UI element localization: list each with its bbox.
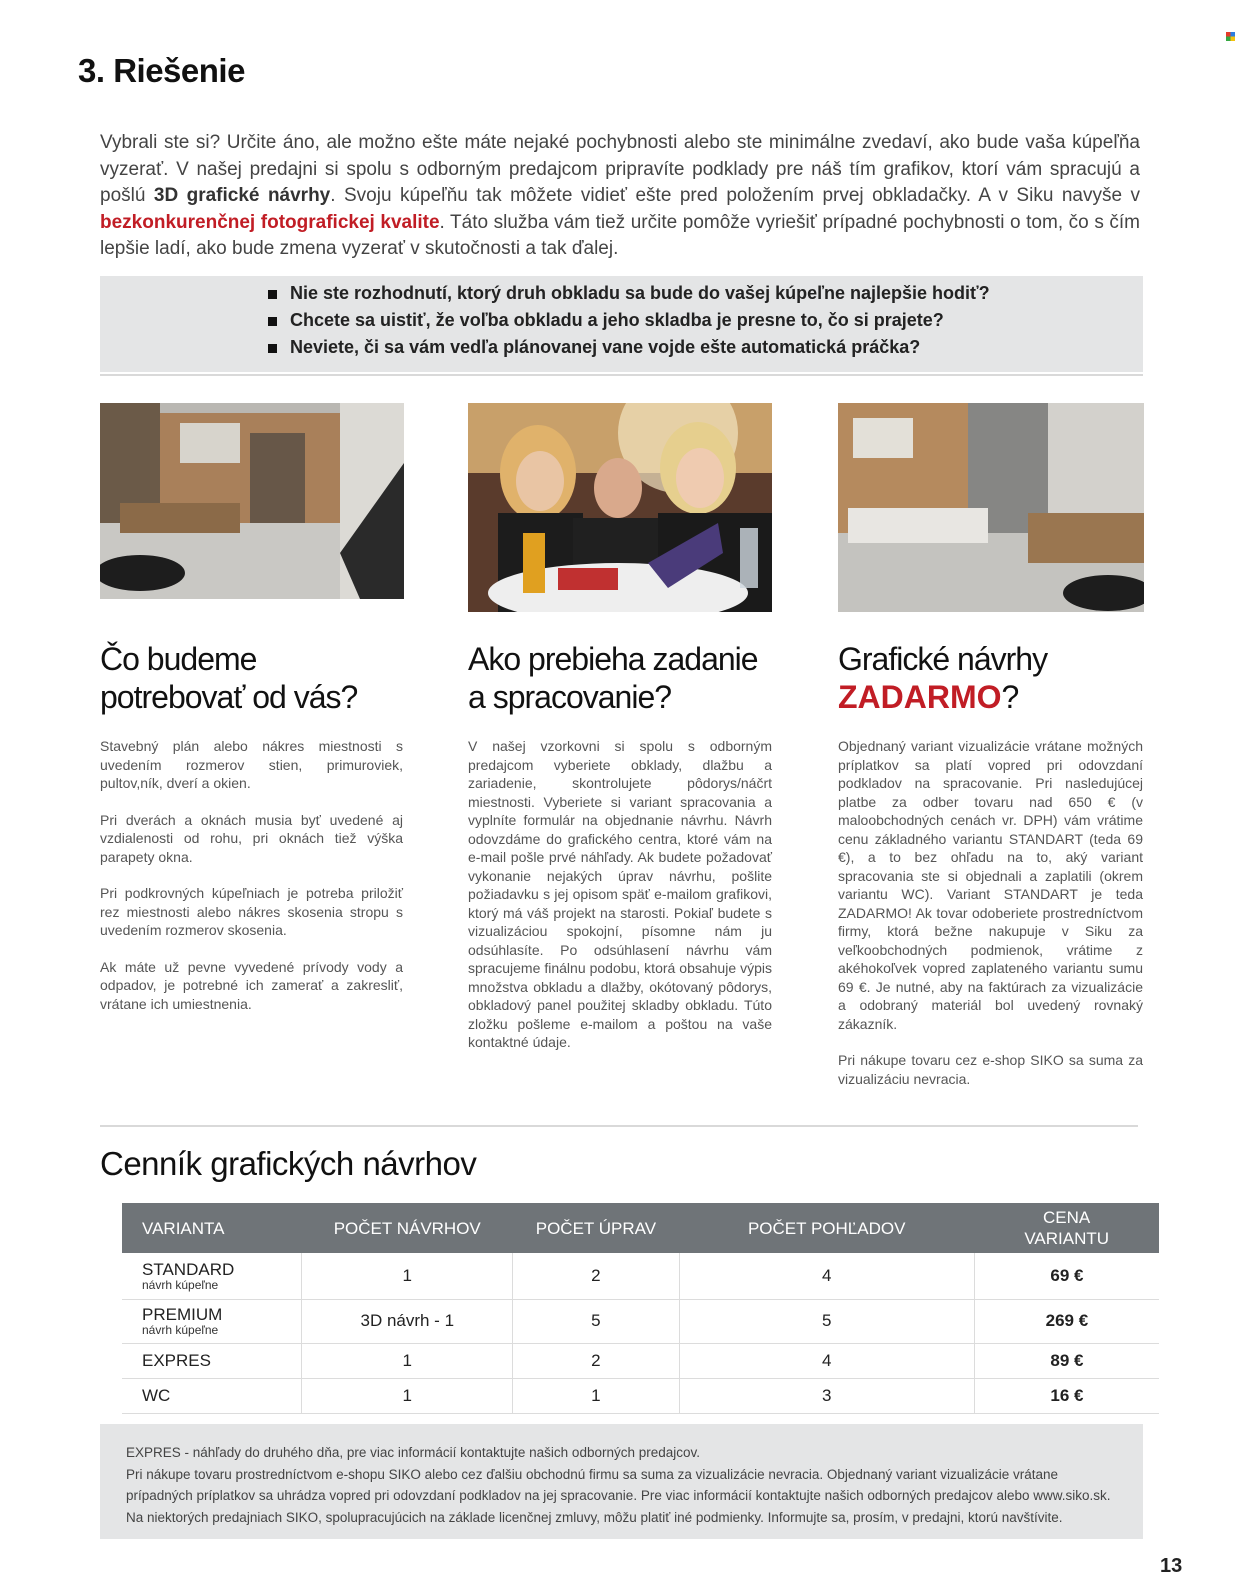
column-header: POČET POHĽADOV	[679, 1203, 974, 1253]
variant-name: STANDARD	[142, 1259, 235, 1279]
price-cell: 89 €	[974, 1343, 1159, 1378]
variant-cell	[122, 1343, 302, 1378]
column-paragraph: Pri dverách a oknách musia byť uvedené aj vzdialenosti od rohu, pri oknách tiež výška parapety okna.	[100, 811, 403, 865]
pricing-title: Cenník grafických návrhov	[100, 1145, 477, 1182]
column-title-line: Čo budeme	[100, 641, 257, 677]
page-number: 13	[1160, 1555, 1183, 1577]
intro-highlight-3d: 3D grafické návrhy	[153, 185, 331, 206]
column-text-requirements	[100, 737, 403, 1031]
bathroom-photo-left	[100, 403, 404, 599]
price-table	[122, 1203, 1159, 1414]
consultation-photo	[468, 403, 772, 612]
column-title-line: potrebovať od vás?	[100, 679, 358, 715]
intro-text-1: Vybrali ste si? Určite áno, ale možno ešte máte nejaké pochybnosti alebo ste minimálne zvedaví, ako bude vaša kúpeľňa vyzerať. V našej predajni si spolu s odborným predajcom pripravíte podklady pre náš tím grafikov, ktorí vám spracujú a pošlú	[100, 132, 1140, 206]
variant-name: WC	[142, 1386, 171, 1405]
intro-text-2: . Svoju kúpeľňu tak môžete vidieť ešte pred položením prvej obkladačky. A v Siku navyše v	[330, 185, 1140, 206]
note-line: Pri nákupe tovaru prostredníctvom e-shopu SIKO alebo cez ďalšiu obchodnú firmu sa suma za vizualizácie nevracia. Objednaný variant vizualizácie vrátane prípadných príplatkov sa uhrádza vopred pri odovzdaní podkladov na jej spracovanie. Pre viac informácií kontaktujte našich odborných predajcov alebo www.siko.sk.	[126, 1466, 1111, 1503]
free-highlight: ZADARMO	[838, 679, 1002, 715]
column-paragraph: V našej vzorkovni si spolu s odborným predajcom vyberiete obklady, dlažbu a zariadenie, skontrolujete pôdorys/náčrt miestnosti. Vyberiete si variant spracovania a vyplníte formulár na objednanie návrhu. Návrh odovzdáme do grafického centra, ktoré vám na e-mail pošle prvé náhľady. Ak budete požadovať vykonanie nejakých úprav návrhu, pošlite požiadavku s jej opisom späť e-mailom grafikovi, ktorý má váš projekt na starosti. Pokiaľ budete s vizualizáciou spokojní, písomne nám ju odsúhlasíte. Po odsúhlasení návrhu vám spracujeme finálnu podobu, ktorá obsahuje výpis množstva obkladu a dlažby, okótovaný pôdorys, obkladový panel použitej skladby obkladu. Túto zložku pošleme e-mailom a poštou na vaše kontaktné údaje.	[468, 738, 772, 1050]
note-line: Na niektorých predajniach SIKO, spolupracujúcich na základe licenčnej zmluvy, môžu platiť iné podmienky. Informujte sa, prosím, v predajni, ktorú navštívite.	[126, 1509, 1063, 1525]
table-row	[122, 1253, 1159, 1299]
questions-band	[100, 276, 1143, 372]
edits-cell: 2	[513, 1253, 679, 1299]
designs-cell: 1	[302, 1343, 513, 1378]
section-title: 3. Riešenie	[78, 52, 245, 89]
column-header: POČET NÁVRHOV	[302, 1203, 513, 1253]
variant-subtitle: návrh kúpeľne	[142, 1323, 219, 1337]
edits-cell: 5	[513, 1299, 679, 1343]
designs-cell: 3D návrh - 1	[302, 1299, 513, 1343]
notes-text	[126, 1442, 1126, 1528]
column-title-line: Grafické návrhy	[838, 641, 1048, 677]
intro-paragraph	[100, 130, 1140, 263]
column-paragraph: Pri nákupe tovaru cez e-shop SIKO sa suma za vizualizáciu nevracia.	[838, 1052, 1143, 1087]
edits-cell: 1	[513, 1378, 679, 1413]
column-title-requirements	[100, 640, 410, 716]
views-cell: 4	[679, 1253, 974, 1299]
intro-text-3: . Táto služba vám tiež určite pomôže vyriešiť prípadné pochybnosti o tom, čo s čím lepšie ladí, ako bude zmena vyzerať v skutočnosti a tak ďalej.	[100, 211, 1140, 259]
variant-subtitle: návrh kúpeľne	[142, 1277, 219, 1292]
question-item: Chcete sa uistiť, že voľba obkladu a jeho skladba je presne to, čo si prajete?	[268, 307, 990, 334]
variant-cell	[122, 1253, 302, 1299]
column-header: VARIANTA	[122, 1203, 302, 1253]
question-item: Neviete, či sa vám vedľa plánovanej vane vojde ešte automatická práčka?	[268, 334, 990, 361]
variant-name: PREMIUM	[142, 1305, 223, 1324]
column-text-process	[468, 737, 772, 1070]
table-row	[122, 1299, 1159, 1343]
divider	[100, 1125, 1138, 1127]
question-item: Nie ste rozhodnutí, ktorý druh obkladu sa bude do vašej kúpeľne najlepšie hodiť?	[268, 280, 990, 307]
variant-name: EXPRES	[142, 1351, 211, 1370]
column-title-process	[468, 640, 788, 716]
column-title-line	[838, 678, 1148, 716]
title-suffix: ?	[1001, 679, 1019, 715]
column-text-free	[838, 737, 1143, 1106]
price-cell: 269 €	[974, 1299, 1159, 1343]
notes-box	[100, 1424, 1143, 1539]
table-row	[122, 1378, 1159, 1413]
column-paragraph: Pri podkrovných kúpeľniach je potreba priložiť rez miestnosti alebo nákres skosenia stropu s uvedením rozmerov skosenia.	[100, 885, 403, 938]
column-title-line: Ako prebieha zadanie	[468, 641, 758, 677]
column-paragraph: Stavebný plán alebo nákres miestnosti s uvedením rozmerov stien, primuroviek, pultov,ník, dverí a okien.	[100, 738, 403, 791]
questions-list	[268, 280, 990, 361]
views-cell: 4	[679, 1343, 974, 1378]
designs-cell: 1	[302, 1378, 513, 1413]
designs-cell: 1	[302, 1253, 513, 1299]
edits-cell: 2	[513, 1343, 679, 1378]
divider	[100, 374, 1143, 376]
column-paragraph: Ak máte už pevne vyvedené prívody vody a odpadov, je potrebné ich zamerať a zakresliť, vrátane ich umiestnenia.	[100, 958, 403, 1012]
column-header: POČET ÚPRAV	[513, 1203, 679, 1253]
views-cell: 5	[679, 1299, 974, 1343]
table-header-row	[122, 1203, 1159, 1253]
note-line: EXPRES - náhľady do druhého dňa, pre viac informácií kontaktujte našich odborných predajcov.	[126, 1445, 701, 1460]
intro-highlight-quality: bezkonkurenčnej fotografickej kvalite	[100, 211, 440, 233]
column-title-line: a spracovanie?	[468, 679, 672, 715]
column-header: CENA VARIANTU	[974, 1203, 1159, 1253]
column-title-free	[838, 640, 1148, 716]
table-row	[122, 1343, 1159, 1378]
variant-cell	[122, 1299, 302, 1343]
print-color-mark	[1226, 32, 1235, 41]
bathroom-photo-right	[838, 403, 1144, 612]
price-cell: 16 €	[974, 1378, 1159, 1413]
column-paragraph: Objednaný variant vizualizácie vrátane možných príplatkov sa platí vopred pri odovzdaní podkladov na spracovanie. Pri nasledujúcej platbe za odber tovaru nad 650 € (v maloobchodných cenách vr. DPH) vám vrátime cenu základného variantu STANDART (teda 69 €), a to bez ohľadu na to, aký variant spracovania ste si objednali a zaplatili (okrem variantu WC). Variant STANDART je teda ZADARMO! Ak tovar odoberiete prostredníctvom firmy, ktorá bežne nakupuje v Siku za veľkoobchodných podmienok, vrátime z akéhokoľvek vopred zaplateného variantu sumu 69 €. Je nutné, aby na faktúrach za vizualizácie a odobraný materiál bol uvedený rovnaký zákazník.	[838, 738, 1143, 1032]
variant-cell	[122, 1378, 302, 1413]
views-cell: 3	[679, 1378, 974, 1413]
price-cell: 69 €	[974, 1253, 1159, 1299]
